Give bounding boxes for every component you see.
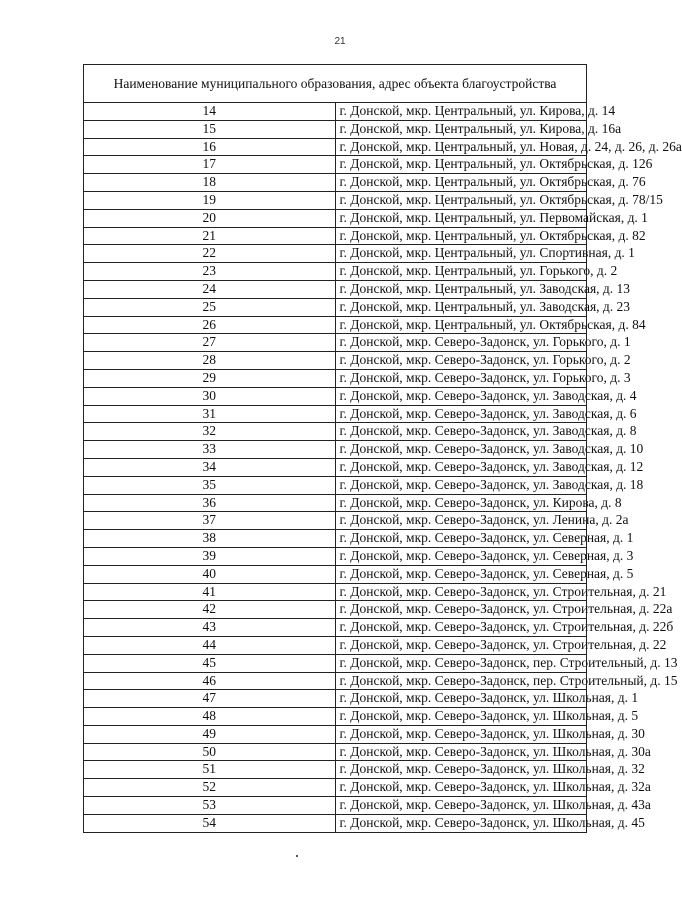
row-number: 16 — [84, 138, 336, 156]
table-row — [84, 191, 587, 209]
table-row — [84, 476, 587, 494]
row-number: 32 — [84, 423, 336, 441]
table-row — [84, 494, 587, 512]
row-address: г. Донской, мкр. Северо-Задонск, ул. Школьная, д. 32 — [335, 761, 587, 779]
table-row — [84, 352, 587, 370]
table-row — [84, 458, 587, 476]
row-address: г. Донской, мкр. Северо-Задонск, ул. Школьная, д. 45 — [335, 814, 587, 832]
row-address: г. Донской, мкр. Северо-Задонск, ул. Кирова, д. 8 — [335, 494, 587, 512]
row-number: 52 — [84, 779, 336, 797]
row-number: 30 — [84, 387, 336, 405]
row-address: г. Донской, мкр. Центральный, ул. Кирова, д. 14 — [335, 103, 587, 121]
row-address: г. Донской, мкр. Центральный, ул. Первомайская, д. 1 — [335, 209, 587, 227]
table-row — [84, 138, 587, 156]
table-body — [84, 103, 682, 833]
row-number: 42 — [84, 601, 336, 619]
row-number: 54 — [84, 814, 336, 832]
row-number: 29 — [84, 369, 336, 387]
scan-speck — [296, 855, 298, 857]
row-address: г. Донской, мкр. Центральный, ул. Октябрьская, д. 78/15 — [335, 191, 587, 209]
row-number: 22 — [84, 245, 336, 263]
row-number: 53 — [84, 797, 336, 815]
row-number: 45 — [84, 654, 336, 672]
objects-table — [83, 64, 682, 833]
table-row — [84, 547, 587, 565]
row-address: г. Донской, мкр. Северо-Задонск, ул. Строительная, д. 22 — [335, 636, 587, 654]
table-row — [84, 209, 587, 227]
row-number: 36 — [84, 494, 336, 512]
table-row — [84, 530, 587, 548]
row-address: г. Донской, мкр. Центральный, ул. Заводская, д. 13 — [335, 280, 587, 298]
row-address: г. Донской, мкр. Северо-Задонск, пер. Строительный, д. 15 — [335, 672, 587, 690]
row-number: 50 — [84, 743, 336, 761]
row-address: г. Донской, мкр. Северо-Задонск, ул. Школьная, д. 30а — [335, 743, 587, 761]
row-number: 48 — [84, 708, 336, 726]
table-row — [84, 316, 587, 334]
row-number: 15 — [84, 120, 336, 138]
row-address: г. Донской, мкр. Центральный, ул. Спортивная, д. 1 — [335, 245, 587, 263]
table-row — [84, 387, 587, 405]
table-row — [84, 601, 587, 619]
table-row — [84, 120, 587, 138]
row-address: г. Донской, мкр. Северо-Задонск, ул. Школьная, д. 32а — [335, 779, 587, 797]
row-address: г. Донской, мкр. Северо-Задонск, ул. Строительная, д. 22а — [335, 601, 587, 619]
page-number: 21 — [334, 36, 346, 47]
table-row — [84, 761, 587, 779]
table-row — [84, 512, 587, 530]
table-row — [84, 423, 587, 441]
table-row — [84, 405, 587, 423]
row-address: г. Донской, мкр. Центральный, ул. Новая, д. 24, д. 26, д. 26а — [335, 138, 587, 156]
row-address: г. Донской, мкр. Центральный, ул. Горького, д. 2 — [335, 263, 587, 281]
row-number: 44 — [84, 636, 336, 654]
row-address: г. Донской, мкр. Северо-Задонск, ул. Заводская, д. 12 — [335, 458, 587, 476]
row-address: г. Донской, мкр. Северо-Задонск, пер. Строительный, д. 13 — [335, 654, 587, 672]
table-row — [84, 654, 587, 672]
table-row — [84, 156, 587, 174]
table-row — [84, 725, 587, 743]
table-row — [84, 245, 587, 263]
row-address: г. Донской, мкр. Северо-Задонск, ул. Северная, д. 3 — [335, 547, 587, 565]
table-row — [84, 103, 587, 121]
row-number: 49 — [84, 725, 336, 743]
row-number: 25 — [84, 298, 336, 316]
row-number: 40 — [84, 565, 336, 583]
table-row — [84, 280, 587, 298]
table-row — [84, 334, 587, 352]
row-number: 39 — [84, 547, 336, 565]
row-address: г. Донской, мкр. Северо-Задонск, ул. Горького, д. 2 — [335, 352, 587, 370]
row-number: 17 — [84, 156, 336, 174]
row-address: г. Донской, мкр. Северо-Задонск, ул. Ленина, д. 2а — [335, 512, 587, 530]
row-address: г. Донской, мкр. Северо-Задонск, ул. Строительная, д. 21 — [335, 583, 587, 601]
table-row — [84, 797, 587, 815]
row-address: г. Донской, мкр. Центральный, ул. Заводская, д. 23 — [335, 298, 587, 316]
row-address: г. Донской, мкр. Северо-Задонск, ул. Заводская, д. 6 — [335, 405, 587, 423]
table-row — [84, 636, 587, 654]
table-header: Наименование муниципального образования, адрес объекта благоустройства — [84, 65, 587, 103]
row-number: 18 — [84, 174, 336, 192]
table-row — [84, 263, 587, 281]
row-number: 26 — [84, 316, 336, 334]
row-address: г. Донской, мкр. Северо-Задонск, ул. Заводская, д. 8 — [335, 423, 587, 441]
row-address: г. Донской, мкр. Северо-Задонск, ул. Горького, д. 3 — [335, 369, 587, 387]
row-number: 38 — [84, 530, 336, 548]
row-number: 51 — [84, 761, 336, 779]
table-row — [84, 565, 587, 583]
table-header-row — [84, 65, 587, 103]
row-number: 31 — [84, 405, 336, 423]
table-row — [84, 619, 587, 637]
row-address: г. Донской, мкр. Северо-Задонск, ул. Северная, д. 5 — [335, 565, 587, 583]
row-number: 19 — [84, 191, 336, 209]
table-row — [84, 672, 587, 690]
table-row — [84, 369, 587, 387]
row-address: г. Донской, мкр. Северо-Задонск, ул. Заводская, д. 10 — [335, 441, 587, 459]
row-address: г. Донской, мкр. Северо-Задонск, ул. Школьная, д. 1 — [335, 690, 587, 708]
table-row — [84, 708, 587, 726]
row-address: г. Донской, мкр. Северо-Задонск, ул. Школьная, д. 5 — [335, 708, 587, 726]
table-row — [84, 690, 587, 708]
row-number: 35 — [84, 476, 336, 494]
row-address: г. Донской, мкр. Центральный, ул. Октябрьская, д. 76 — [335, 174, 587, 192]
row-number: 41 — [84, 583, 336, 601]
table-row — [84, 298, 587, 316]
row-address: г. Донской, мкр. Центральный, ул. Кирова, д. 16а — [335, 120, 587, 138]
row-number: 28 — [84, 352, 336, 370]
row-number: 43 — [84, 619, 336, 637]
table-row — [84, 583, 587, 601]
row-number: 20 — [84, 209, 336, 227]
row-address: г. Донской, мкр. Северо-Задонск, ул. Строительная, д. 22б — [335, 619, 587, 637]
row-number: 33 — [84, 441, 336, 459]
row-address: г. Донской, мкр. Северо-Задонск, ул. Заводская, д. 18 — [335, 476, 587, 494]
table-row — [84, 743, 587, 761]
table-row — [84, 227, 587, 245]
row-address: г. Донской, мкр. Северо-Задонск, ул. Школьная, д. 43а — [335, 797, 587, 815]
table-row — [84, 441, 587, 459]
row-number: 47 — [84, 690, 336, 708]
row-number: 14 — [84, 103, 336, 121]
row-address: г. Донской, мкр. Центральный, ул. Октябрьская, д. 84 — [335, 316, 587, 334]
row-address: г. Донской, мкр. Северо-Задонск, ул. Северная, д. 1 — [335, 530, 587, 548]
table-row — [84, 174, 587, 192]
row-address: г. Донской, мкр. Центральный, ул. Октябрьская, д. 126 — [335, 156, 587, 174]
row-number: 27 — [84, 334, 336, 352]
row-address: г. Донской, мкр. Центральный, ул. Октябрьская, д. 82 — [335, 227, 587, 245]
row-address: г. Донской, мкр. Северо-Задонск, ул. Заводская, д. 4 — [335, 387, 587, 405]
row-number: 37 — [84, 512, 336, 530]
row-address: г. Донской, мкр. Северо-Задонск, ул. Школьная, д. 30 — [335, 725, 587, 743]
row-number: 23 — [84, 263, 336, 281]
row-number: 24 — [84, 280, 336, 298]
row-address: г. Донской, мкр. Северо-Задонск, ул. Горького, д. 1 — [335, 334, 587, 352]
table-row — [84, 779, 587, 797]
row-number: 34 — [84, 458, 336, 476]
row-number: 46 — [84, 672, 336, 690]
row-number: 21 — [84, 227, 336, 245]
table-row — [84, 814, 587, 832]
